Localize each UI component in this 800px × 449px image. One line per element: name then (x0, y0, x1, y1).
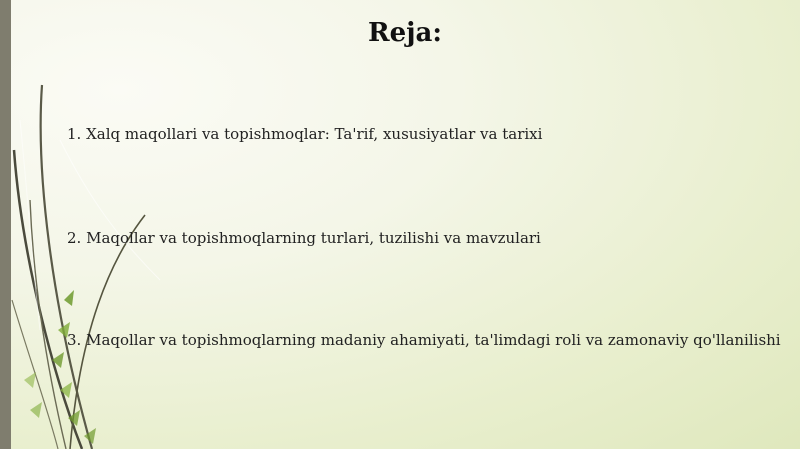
list-item: 1. Xalq maqollari va topishmoqlar: Ta'rif, xususiyatlar va tarixi (67, 125, 543, 143)
list-item: 3. Maqollar va topishmoqlarning madaniy ahamiyati, ta'limdagi roli va zamonaviy qo'llanilishi (67, 331, 781, 349)
list-item: 2. Maqollar va topishmoqlarning turlari, tuzilishi va mavzulari (67, 229, 541, 247)
slide-title: Reja: (367, 18, 442, 48)
